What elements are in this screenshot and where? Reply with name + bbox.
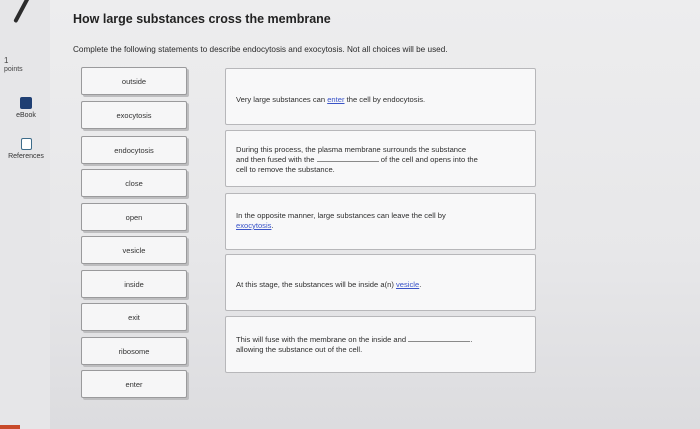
bottom-strip: [0, 425, 20, 429]
choice-exit[interactable]: exit: [81, 303, 187, 331]
choice-exocytosis[interactable]: exocytosis: [81, 101, 187, 129]
references-label: References: [8, 153, 44, 160]
statement-1: [225, 68, 536, 125]
references-button[interactable]: [6, 138, 46, 160]
choice-inside[interactable]: inside: [81, 270, 187, 298]
answer-slot-5[interactable]: [408, 335, 470, 342]
statement-5: [225, 316, 536, 373]
page-title: How large substances cross the membrane: [73, 12, 331, 26]
ebook-button[interactable]: [6, 97, 46, 119]
answer-slot-4[interactable]: vesicle: [395, 280, 420, 289]
answer-slot-1[interactable]: enter: [327, 95, 345, 104]
points-indicator: [4, 56, 23, 74]
corner-mark: [13, 0, 31, 23]
statement-1-text: Very large substances can enter the cell by endocytosis.: [236, 95, 426, 104]
references-icon: [21, 138, 32, 150]
points-value: 1: [4, 56, 9, 65]
points-label: points: [4, 66, 23, 73]
instructions: Complete the following statements to describe endocytosis and exocytosis. Not all choices will be used.: [73, 45, 448, 54]
answer-slot-3[interactable]: exocytosis: [236, 221, 272, 230]
ebook-label: eBook: [16, 112, 36, 119]
choice-enter[interactable]: enter: [81, 370, 187, 398]
answer-slot-2[interactable]: [317, 155, 379, 162]
statement-4: [225, 254, 536, 311]
statement-3-text: In the opposite manner, large substances can leave the cell by exocytosis.: [236, 211, 446, 230]
statement-2-text: During this process, the plasma membrane surrounds the substance and then fused with the of the cell and opens into the cell to remove the substance.: [236, 145, 478, 174]
choice-open[interactable]: open: [81, 203, 187, 231]
choice-endocytosis[interactable]: endocytosis: [81, 136, 187, 164]
choice-close[interactable]: close: [81, 169, 187, 197]
book-icon: [20, 97, 32, 109]
statement-4-text: At this stage, the substances will be inside a(n) vesicle.: [236, 280, 422, 289]
choice-vesicle[interactable]: vesicle: [81, 236, 187, 264]
statement-2: [225, 130, 536, 187]
choice-ribosome[interactable]: ribosome: [81, 337, 187, 365]
statement-3: [225, 193, 536, 250]
statement-5-text: This will fuse with the membrane on the inside and . allowing the substance out of the cell.: [236, 335, 473, 354]
left-rail: [0, 0, 50, 429]
choice-outside[interactable]: outside: [81, 67, 187, 95]
